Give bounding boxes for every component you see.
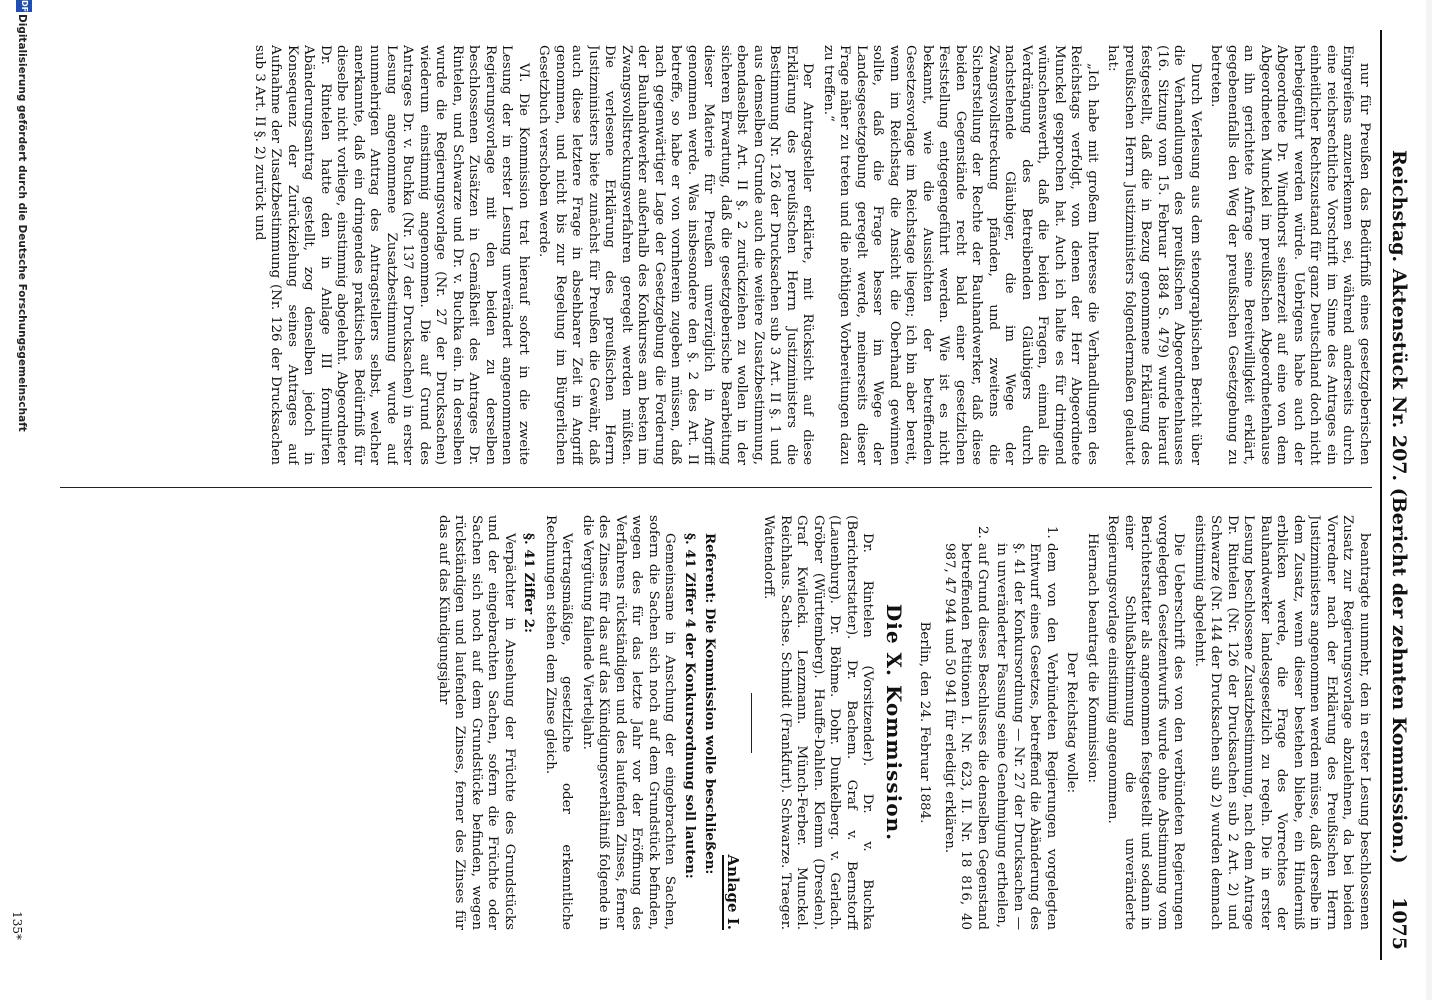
page-signature: 135* <box>10 911 24 940</box>
digitization-note <box>8 0 36 1000</box>
paragraph: Die Ueberschrift des von den verbündeten Regierungen vorgelegten Gesetzentwurfs wurde ohne Abstimmung vom Berichterstatter als angenommen festgestellt und sodann in einer Schlußabstimmung die unveränderte Regierungsvorlage einstimmig angenommen. <box>1105 515 1187 930</box>
column-divider <box>60 487 1372 488</box>
resolution-item: 1. dem von den Verbündeten Regierungen vorgelegten Entwurf eines Gesetzes, betreffend die Abänderung des §. 41 der Konkursordnung — Nr. 27 der Drucksachen — in unveränderter Fassung seine Genehmigung ertheilen, <box>993 543 1059 930</box>
resolution-item: 2. auf Grund dieses Beschlusses die denselben Gegenstand betreffenden Petitionen I. Nr. 623, II. Nr. 18 816, 40 987, 47 944 und 50 941 für erledigt erklären. <box>941 543 991 930</box>
clause: Referent: Die Kommission wolle beschließen: <box>702 533 719 875</box>
clause: Gemeinsame in Anschung der eingebrachten Sachen, sofern die Sachen sich noch auf dem Grundstück befinden, wegen des für das letzte Jahr vor der Eröffnung des Verfahrens rückständigen und des laufenden Zinses, ferner des Zinses für das auf das Kündigungsverhältniß folgende in die Vergütung fallende Vierteljahr. <box>580 515 678 930</box>
scan-edge <box>1426 0 1432 1000</box>
digitization-text: Digitalisierung gefördert durch die Deutsche Forschungsgemeinschaft <box>16 14 28 432</box>
clause: Vertragsmäßige, gesetzliche oder erkenntliche Rechnungen stehen dem Zinse gleich. <box>543 515 575 930</box>
paragraph: Durch Verlesung aus dem stenographischen Bericht über die Verhandlungen des preußischen Abgeordnetenhauses (16. Sitzung vom 15. Februar 1884 S. 479) wurde hierauf festgestellt, daß die in Bezug genommene Erklärung des preußischen Herrn Justizministers folgendermaßen gelautet hat: <box>1105 45 1203 465</box>
clause: §. 41 Ziffer 4 der Konkursordnung soll lauten: <box>682 533 698 879</box>
paragraph: nur für Preußen das Bedürfniß eines gesetzgeberischen Eingreifens anzuerkennen sei, während anderseits durch eine reichsrechtliche Vorschrift im Sinne des Antrages ein einheitlicher Rechtszustand für ganz Deutschland doch nicht herbeigeführt werden würde. Uebrigens habe auch der Abgeordnete Dr. Windthorst seinerzeit auf eine von dem Abgeordneten Munckel im preußischen Abgeordnetenhause an ihn gerichtete Anfrage seine Bereitwilligkeit erklärt, gegebenenfalls den Weg der preußischen Gesetzgebung zu betreten. <box>1208 45 1372 465</box>
paragraph: beantragte nunmehr, den in erster Lesung beschlossenen Zusatz zur Regierungsvorlage abzulehnen, da bei beiden Vorredner nach der Erklärung des Preußischen Herrn Justizministers angenommen werden müsse, daß derselbe in dem Zusatz, wenn dieser bestehen bliebe, ein Hinderniß erblicken werde, die Frage des Vorrechtes der Bauhandwerker landesgesetzlich zu regeln. Die in erster Lesung beschlossene Zusatzbestimmung, nach dem Antrage Dr. Rintelen (Nr. 126 der Drucksachen sub 2 Art. 2) und Schwarze (Nr. 144 der Drucksachen sub 2) wurden demnach einstimmig abgelehnt. <box>1192 515 1372 930</box>
members-list: Dr. Rintelen (Vorsitzender). Dr. v. Buchka (Berichterstatter). Dr. Bachem. Graf v. Bernstorff (Lauenburg). Dr. Böhme. Dohr. Dunkelberg. v. Gerlach. Gröber (Württemberg). Hauffe-Dahlen. Klemm (Dresden). Graf Kwilecki. Lenzmann. Münch-Ferber. Munckel. Reichhaus. Sachse. Schmidt (Frankfurt). Schwarze. Traeger. Wattendorff. <box>761 515 876 930</box>
resolution-intro: Der Reichstag wolle: <box>1064 651 1080 794</box>
commission-title: Die X. Kommission. <box>882 603 906 842</box>
header-rule <box>1380 30 1382 960</box>
quoted-statement: „Ich habe mit großem Interesse die Verhandlungen des Reichstags verfolgt, von denen der Herr Abgeordnete Munckel gesprochen hat. Auch ich halte es für dringend wünschenswerth, daß die beiden Fragen, einmal die Verdrängung des Betreibenden Gläubigers durch nachstehende Gläubiger, die im Wege der Zwangsvollstreckung pfänden, und zweitens die Sicherstellung der Rechte der Bauhandwerker, daß diese beiden Gegenstände recht bald einer gesetzlichen Feststellung entgegengeführt werden. Wie ist es nicht bekannt, wie die Aussichten der betreffenden Gesetzesvorlage im Reichstage liegen; ich bin aber bereit, wenn im Reichstag die Ansicht die Oberhand gewinnen sollte, daß die Frage besser im Wege der Landesgesetzgebung geregelt werde, meinerseits dieser Frage näher zu treten und die nöthigen Vorbereitungen dazu zu treffen.“ <box>821 45 1100 465</box>
date-line: Berlin, den 24. Februar 1884. <box>917 621 933 824</box>
paragraph: Hiernach beantragt die Kommission: <box>1085 533 1100 783</box>
running-title: Reichstag. Aktenstück Nr. 207. (Bericht der zehnten Kommission.) <box>1388 150 1410 864</box>
resolution-list <box>941 543 1060 930</box>
page-header <box>1384 30 1414 960</box>
paragraph: Der Antragsteller erklärte, mit Rücksicht auf diese Erklärung des preußischen Herrn Justizministers die Bestimmung Nr. 126 der Drucksachen sub 3 Art. II §. 1 und aus demselben Grunde auch die weitere Zusatzbestimmung, ebendaselbst Art. II §. 2 zurückziehen zu wollen in der sicheren Erwartung, daß die gesetzgeberische Bearbeitung dieser Materie für Preußen unverzüglich in Angriff genommen werde. Was insbesondere den §. 2 des Art. II betreffe, so habe er von vornherein zugeben müssen, daß nach gegenwärtiger Lage der Gesetzgebung die Forderung der Bauhandwerker außerhalb des Konkurses am besten im Zwangsvollstreckungsverfahren geregelt werden müßten. Die verlesene Erklärung des preußischen Herrn Justizministers biete zunächst für Preußen die Gewähr, daß auch diese letztere Frage in absehbarer Zeit in Angriff genommen, und nicht bis zur Regelung im Bürgerlichen Gesetzbuch verschoben werde. <box>536 45 816 465</box>
right-column <box>60 515 1372 930</box>
clause: §. 41 Ziffer 2: <box>521 533 538 633</box>
separator-rule <box>751 693 752 753</box>
left-column <box>60 45 1372 465</box>
annex-label: Anlage I. <box>724 854 742 930</box>
annex-heading <box>725 515 742 930</box>
paragraph: VI. Die Kommission trat hierauf sofort in die zweite Lesung der in erster Lesung unverändert angenommenen Regierungsvorlage mit den beiden zu derselben beschlossenen Zusätzen in Gemäßheit des Antrages Dr. Rintelen, und Schwarze und Dr. v. Buchka ein. In derselben wurde die Regierungsvorlage (Nr. 27 der Drucksachen) wiederum einstimmig angenommen. Die auf Grund des Antrages Dr. v. Buchka (Nr. 137 der Drucksachen) in erster Lesung angenommene Zusatzbestimmung wurde auf nunmehrigen Antrag des Antragstellers selbst, welcher anerkannte, daß ein dringendes praktisches Bedürfniß für dieselbe nicht vorliege, einstimmig abgelehnt. Abgeordneter Dr. Rintelen hatte den in Anlage III formulirten Abänderungsantrag gestellt, zog denselben jedoch in Konsequenz der Zurückziehung seines Antrages auf Aufnahme der Zusatzbestimmung (Nr. 126 der Drucksachen sub 3 Art. II §. 2) zurück und <box>252 45 531 465</box>
clause: Verpächter in Ansehung der Früchte des Grundstücks und der eingebrachten Sachen, sofern die Früchte oder Sachen sich noch auf dem Grundstücke befinden, wegen rückständigen und laufenden Zinses, ferner des Zinses für das auf das Kündigungsjahr <box>436 515 517 930</box>
page-number: 1075 <box>1388 897 1410 950</box>
dfg-logo-icon: DFG <box>16 0 32 12</box>
